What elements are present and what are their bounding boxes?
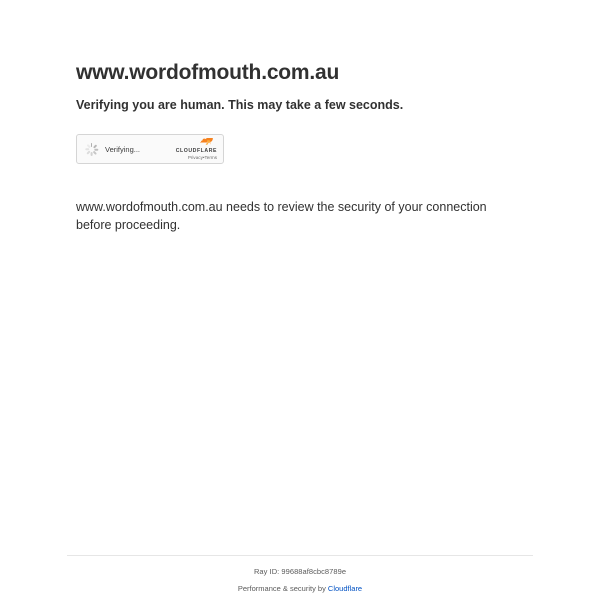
security-review-text: www.wordofmouth.com.au needs to review the security of your connection before proceeding. [76, 200, 487, 233]
cloudflare-wordmark: CLOUDFLARE [175, 147, 217, 154]
performance-credit-prefix: Performance & security by [237, 584, 328, 593]
cloudflare-cloud-icon [200, 138, 217, 147]
verification-subtitle: Verifying you are human. This may take a few seconds. [76, 98, 404, 113]
terms-link[interactable]: Terms [204, 154, 217, 160]
performance-credit [67, 584, 533, 593]
turnstile-widget[interactable] [76, 134, 224, 164]
page-footer [67, 555, 533, 593]
turnstile-status-text: Verifying... [105, 144, 141, 154]
cloudflare-branding [176, 138, 217, 160]
privacy-link[interactable]: Privacy [187, 154, 203, 160]
cloudflare-logo [200, 138, 217, 148]
challenge-content [76, 60, 536, 234]
ray-id: Ray ID: 99688af8cbc8789e [253, 567, 347, 576]
link-separator: • [202, 154, 205, 160]
page-title: www.wordofmouth.com.au [76, 61, 340, 84]
loading-spinner-icon [85, 143, 98, 156]
turnstile-legal-links[interactable] [188, 156, 217, 161]
cloudflare-link[interactable]: Cloudflare [327, 584, 363, 593]
